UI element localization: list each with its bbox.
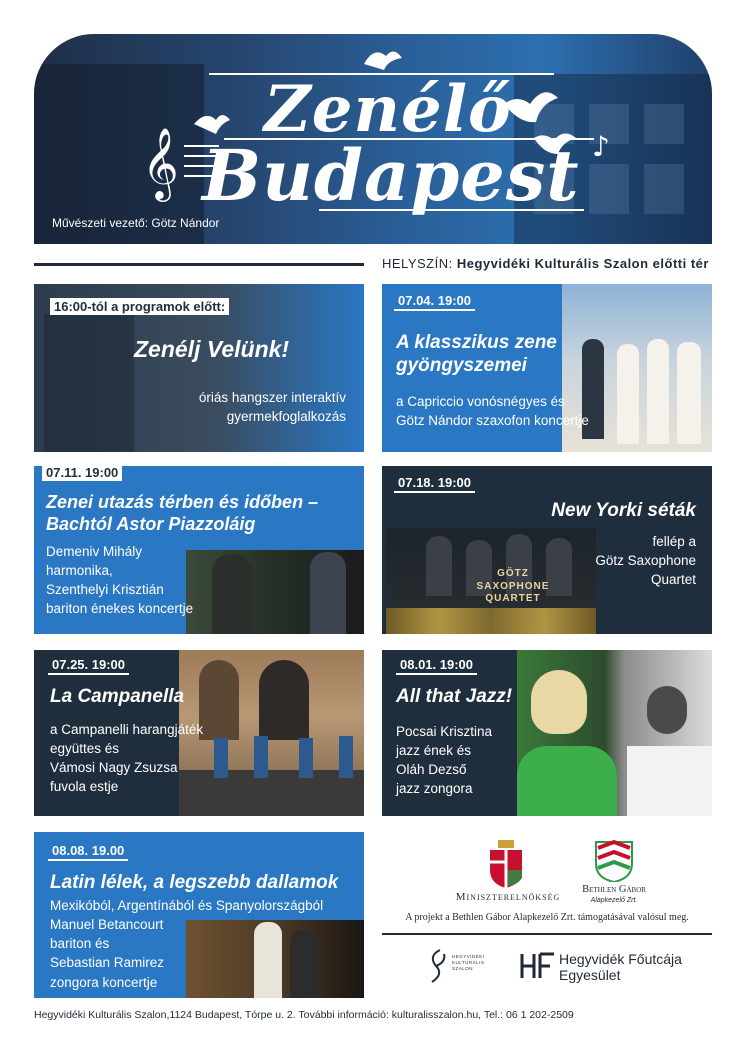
musician-figure (339, 736, 353, 778)
event-title: Latin lélek, a legszebb dallamok (50, 872, 339, 893)
musician-figure (214, 738, 228, 778)
event-title (46, 492, 318, 535)
event-desc (199, 388, 346, 426)
bird-icon (504, 92, 558, 122)
overlay-line: SAXOPHONE (476, 580, 550, 592)
singer-dress (517, 746, 617, 816)
bird-icon (364, 51, 402, 70)
header-banner (34, 34, 712, 244)
desc-line: bariton és (50, 936, 110, 952)
venue-label: HELYSZÍN: (382, 256, 453, 271)
event-date: 07.04. 19:00 (394, 292, 475, 311)
event-title: New Yorki séták (551, 500, 696, 521)
pianist-head (647, 686, 687, 734)
musician-figure (310, 552, 346, 634)
event-desc (50, 720, 203, 797)
hegyvidek-foutca-logo-icon (520, 950, 556, 982)
desc-line: a Capriccio vonósnégyes és (396, 394, 565, 409)
children-photo-shade (44, 314, 134, 452)
hungarian-coat-of-arms-icon (486, 840, 526, 888)
foutca-line: Hegyvidék Főutcája (559, 951, 682, 967)
desc-line: Quartet (650, 572, 696, 588)
desc-line: Sebastian Ramirez (50, 955, 165, 971)
musician-figure (426, 536, 452, 596)
musician-figure (254, 736, 268, 778)
saxophones-row (386, 608, 596, 634)
musician-figure (617, 344, 639, 444)
art-director: Művészeti vezető: Götz Nándor (52, 216, 220, 230)
desc-line: zongora koncertje (50, 974, 158, 990)
foutca-line: Egyesület (559, 967, 621, 984)
desc-line: Demeniv Mihály (46, 544, 143, 559)
title-line: Zenei utazás térben és időben – (46, 492, 319, 512)
title-line: A klasszikus zene (396, 332, 557, 353)
jazz-photo (517, 650, 712, 816)
quartet-name-overlay (458, 568, 568, 606)
event-card-klasszikus (382, 284, 712, 452)
venue-place: Hegyvidéki Kulturális Szalon előtti tér (456, 256, 709, 271)
ministry-label: Miniszterelnökség (455, 891, 561, 903)
title-line: Bachtól Astor Piazzoláig (46, 513, 256, 534)
music-note-icon: ♪ (592, 130, 610, 163)
event-card-new-yorki (382, 466, 712, 634)
desc-line: Mexikóból, Argentínából és Spanyolországból (50, 898, 324, 913)
event-card-zenei-utazas (34, 466, 364, 634)
event-desc (595, 532, 696, 589)
event-title: Zenélj Velünk! (134, 336, 290, 362)
event-desc (50, 896, 323, 992)
desc-line: Pocsai Krisztina (396, 724, 493, 739)
campanella-photo (179, 650, 364, 816)
event-date: 07.25. 19:00 (48, 656, 129, 675)
desc-line: Manuel Betancourt (50, 917, 164, 933)
desc-line: óriás hangszer interaktív (198, 390, 346, 405)
singer-head (531, 670, 587, 734)
event-desc (396, 722, 492, 799)
event-date: 07.18. 19:00 (394, 474, 475, 493)
bethlen-gabor-logo-icon (594, 840, 634, 882)
desc-line: jazz zongora (396, 781, 473, 797)
event-date: 08.01. 19:00 (396, 656, 477, 675)
szalon-line: SZALON (452, 966, 474, 972)
musician-figure (299, 738, 313, 778)
desc-line: együttes és (50, 741, 120, 757)
bethlen-label: Bethlen Gábor (582, 884, 646, 895)
desc-line: Oláh Dezső (396, 762, 467, 778)
desc-line: Vámosi Nagy Zsuzsa (50, 760, 178, 776)
header-divider (34, 263, 364, 266)
treble-clef-icon: 𝄞 (142, 126, 179, 199)
event-desc (46, 542, 193, 619)
bird-icon (194, 115, 230, 134)
desc-line: gyermekfoglalkozás (226, 409, 346, 425)
desc-line: a Campanelli harangjáték (50, 722, 204, 737)
event-date: 07.11. 19:00 (42, 466, 122, 481)
bethlen-sublabel: Alapkezelő Zrt. (590, 897, 638, 904)
pianist-shirt (627, 746, 712, 816)
musician-figure (212, 554, 252, 634)
musician-figure (677, 342, 701, 444)
szalon-line: KULTURÁLIS (452, 960, 485, 966)
event-desc (396, 392, 589, 430)
foutca-label (559, 951, 682, 983)
desc-line: harmonika, (46, 563, 113, 579)
desc-line: fuvola estje (50, 779, 119, 795)
stage-floor (179, 770, 364, 816)
title-line: gyöngyszemei (396, 354, 527, 376)
desc-line: Götz Nándor szaxofon koncertje (396, 413, 589, 429)
event-title: All that Jazz! (396, 686, 513, 707)
desc-line: Götz Saxophone (595, 553, 696, 569)
szalon-label (452, 954, 485, 972)
kulturalis-szalon-logo-icon (426, 948, 450, 984)
event-date: 08.08. 19.00 (48, 842, 128, 861)
desc-line: bariton énekes koncertje (46, 601, 194, 617)
overlay-line: GÖTZ (497, 568, 529, 579)
support-note: A projekt a Bethlen Gábor Alapkezelő Zrt. támogatásával valósul meg. (405, 912, 689, 923)
event-card-zenelj (34, 284, 364, 452)
musician-figure (647, 339, 669, 444)
title-budapest: Budapest (202, 134, 580, 217)
event-date: 16:00-tól a programok előtt: (50, 298, 229, 315)
arch-doorway (259, 660, 309, 740)
desc-line: fellép a (652, 534, 696, 549)
szalon-line: HEGYVIDÉKI (452, 954, 485, 959)
musicians-photo (186, 550, 364, 634)
event-card-la-campanella (34, 650, 364, 816)
arch-window (199, 660, 239, 740)
event-card-all-that-jazz (382, 650, 712, 816)
overlay-line: QUARTET (485, 593, 541, 604)
footer-contact: Hegyvidéki Kulturális Szalon,1124 Budapest, Tórpe u. 2. További információ: kulturalisszalon.hu, Tel.: 06 1 202-2509 (34, 1009, 574, 1021)
venue-line (382, 256, 709, 271)
desc-line: jazz ének és (396, 743, 472, 759)
title-zenelo: Zenélő (264, 72, 512, 147)
event-title (396, 332, 557, 378)
event-title: La Campanella (50, 686, 185, 707)
sponsors-divider (382, 933, 712, 935)
desc-line: Szenthelyi Krisztián (46, 582, 164, 598)
event-card-latin-lelek (34, 832, 364, 998)
saxophone-quartet-photo (386, 528, 596, 634)
